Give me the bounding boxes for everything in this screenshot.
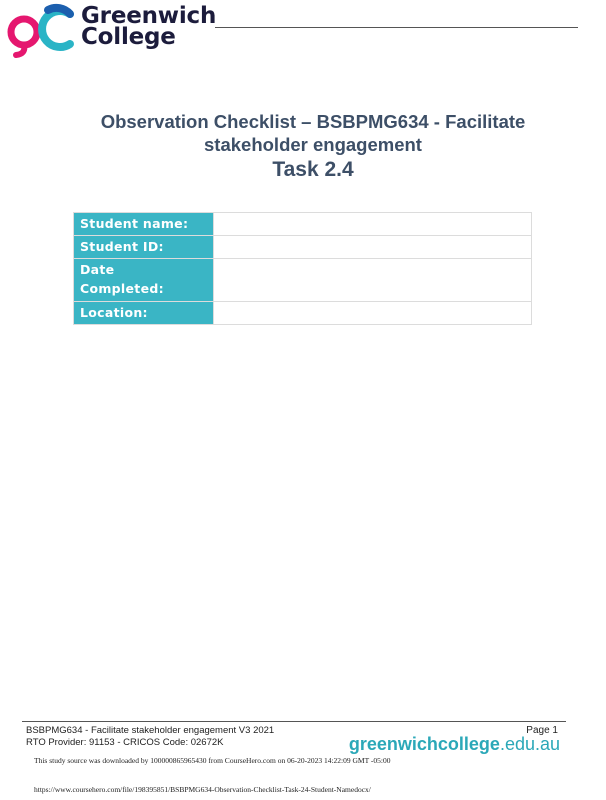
greenwich-college-logo (4, 2, 224, 58)
site-name: greenwichcollege (348, 734, 500, 754)
source-url[interactable]: https://www.coursehero.com/file/198395851/BSBPMG634-Observation-Checklist-Task-24-Student-Namedocx/ (34, 785, 371, 794)
table-row (74, 259, 532, 302)
title-line-2: stakeholder engagement (204, 134, 422, 155)
date-completed-field[interactable] (214, 259, 532, 302)
date-label-line-1: Date (80, 262, 115, 277)
logo-wordmark (81, 3, 217, 50)
task-number: Task 2.4 (272, 158, 354, 181)
footer-rule (22, 721, 566, 722)
date-label-line-2: Completed: (80, 281, 164, 296)
site-tld: .edu.au (499, 734, 560, 754)
source-notice: This study source was downloaded by 100000865965430 from CourseHero.com on 06-20-2023 14:22:09 GMT -05:00 (34, 756, 391, 765)
gc-logo-icon (4, 2, 80, 58)
footer-website (349, 734, 560, 755)
logo-line-greenwich: Greenwich (81, 3, 217, 29)
date-completed-label (74, 259, 214, 302)
logo-line-college: College (81, 24, 176, 50)
location-label: Location: (74, 302, 214, 325)
footer-provider-line: RTO Provider: 91153 - CRICOS Code: 02672K (26, 737, 224, 748)
footer-unit-line: BSBPMG634 - Facilitate stakeholder engagement V3 2021 (26, 725, 275, 736)
title-line-1: Observation Checklist – BSBPMG634 - Facilitate (100, 111, 526, 132)
page-number: Page 1 (526, 725, 558, 736)
header-rule (215, 27, 578, 28)
table-row (74, 213, 532, 236)
student-info-table (73, 212, 532, 325)
student-name-field[interactable] (214, 213, 532, 236)
location-field[interactable] (214, 302, 532, 325)
student-id-label: Student ID: (74, 236, 214, 259)
table-row (74, 236, 532, 259)
student-id-field[interactable] (214, 236, 532, 259)
footer-info (26, 725, 274, 749)
student-name-label: Student name: (74, 213, 214, 236)
table-row (74, 302, 532, 325)
document-title (60, 110, 566, 183)
